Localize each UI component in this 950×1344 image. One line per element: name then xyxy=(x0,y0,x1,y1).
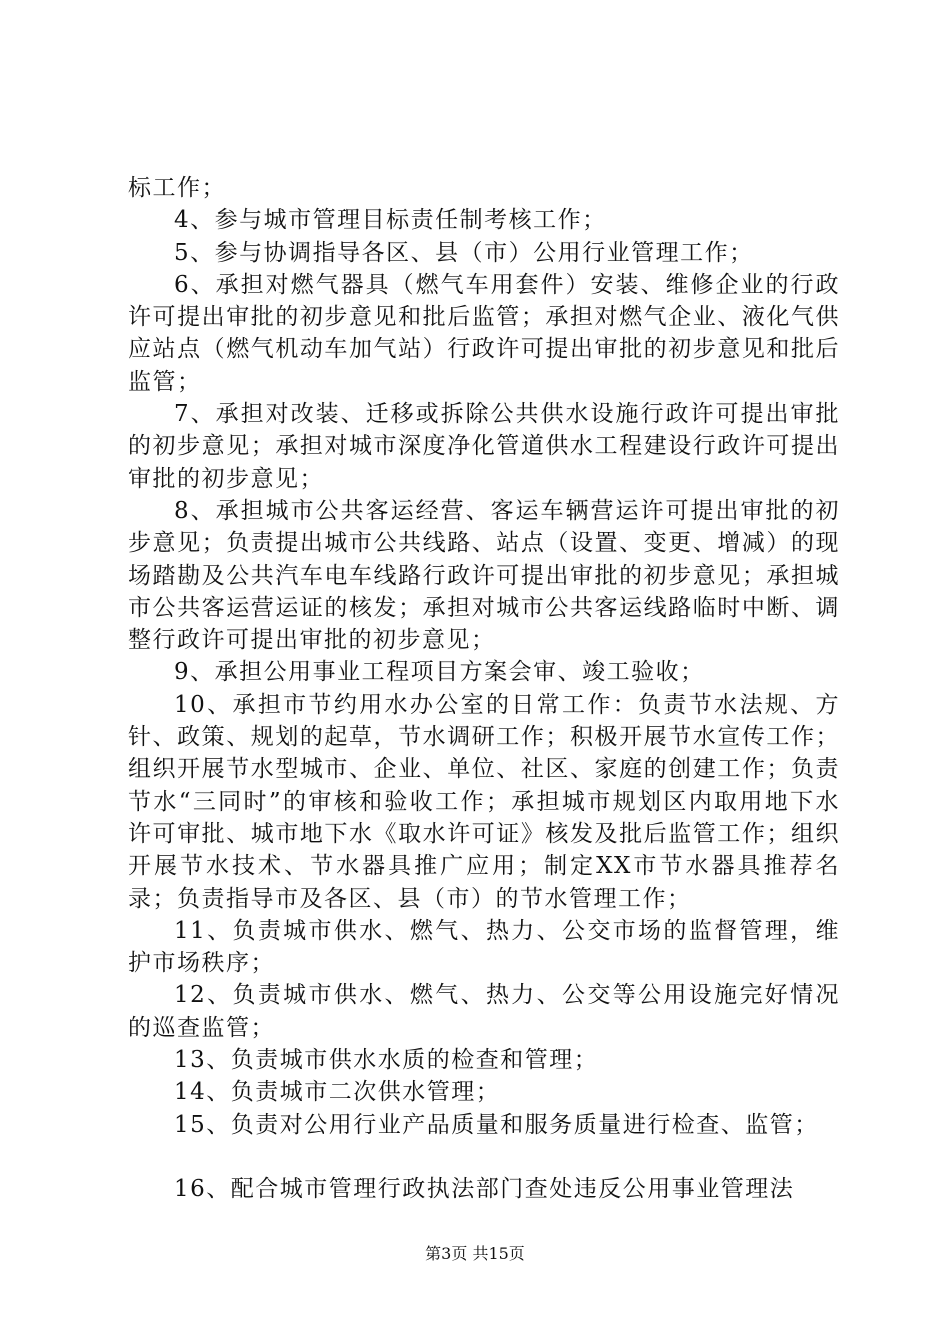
paragraph-item-13: 13、负责城市供水水质的检查和管理； xyxy=(174,1047,599,1074)
paragraph-item-5: 5、参与协调指导各区、县（市）公用行业管理工作； xyxy=(174,239,754,266)
paragraph-item-16: 16、配合城市管理行政执法部门查处违反公用事业管理法 xyxy=(174,1175,795,1202)
page-number-footer: 第3页 共15页 xyxy=(425,1244,525,1263)
paragraph-item-7: 7、承担对改装、迁移或拆除公共供水设施行政许可提出审批的初步意见；承担对城市深度净化管道供水工程建设行政许可提出审批的初步意见； xyxy=(128,401,840,492)
paragraph-item-8: 8、承担城市公共客运经营、客运车辆营运许可提出审批的初步意见；负责提出城市公共线路、站点（设置、变更、增减）的现场踏勘及公共汽车电车线路行政许可提出审批的初步意见；承担城市公共客运营运证的核发；承担对城市公共客运线路临时中断、调整行政许可提出审批的初步意见； xyxy=(128,497,840,654)
paragraph-item-12: 12、负责城市供水、燃气、热力、公交等公用设施完好情况的巡查监管； xyxy=(128,982,840,1041)
paragraph-item-10: 10、承担市节约用水办公室的日常工作：负责节水法规、方针、政策、规划的起草，节水调研工作；积极开展节水宣传工作；组织开展节水型城市、企业、单位、社区、家庭的创建工作；负责节水“三同时”的审核和验收工作；承担城市规划区内取用地下水许可审批、城市地下水《取水许可证》核发及批后监管工作；组织开展节水技术、节水器具推广应用；制定XX市节水器具推荐名录；负责指导市及各区、县（市）的节水管理工作； xyxy=(128,691,840,912)
paragraph-item-4: 4、参与城市管理目标责任制考核工作； xyxy=(174,207,607,234)
paragraph-item-9: 9、承担公用事业工程项目方案会审、竣工验收； xyxy=(174,659,705,686)
paragraph-item-11: 11、负责城市供水、燃气、热力、公交市场的监督管理，维护市场秩序； xyxy=(128,917,840,977)
paragraph-item-15: 15、负责对公用行业产品质量和服务质量进行检查、监管； xyxy=(174,1111,819,1138)
document-body xyxy=(128,172,840,1205)
paragraph-continuation: 标工作； xyxy=(128,175,226,201)
paragraph-item-14: 14、负责城市二次供水管理； xyxy=(174,1079,501,1106)
paragraph-item-6: 6、承担对燃气器具（燃气车用套件）安装、维修企业的行政许可提出审批的初步意见和批后监管；承担对燃气企业、液化气供应站点（燃气机动车加气站）行政许可提出审批的初步意见和批后监管； xyxy=(128,271,840,395)
